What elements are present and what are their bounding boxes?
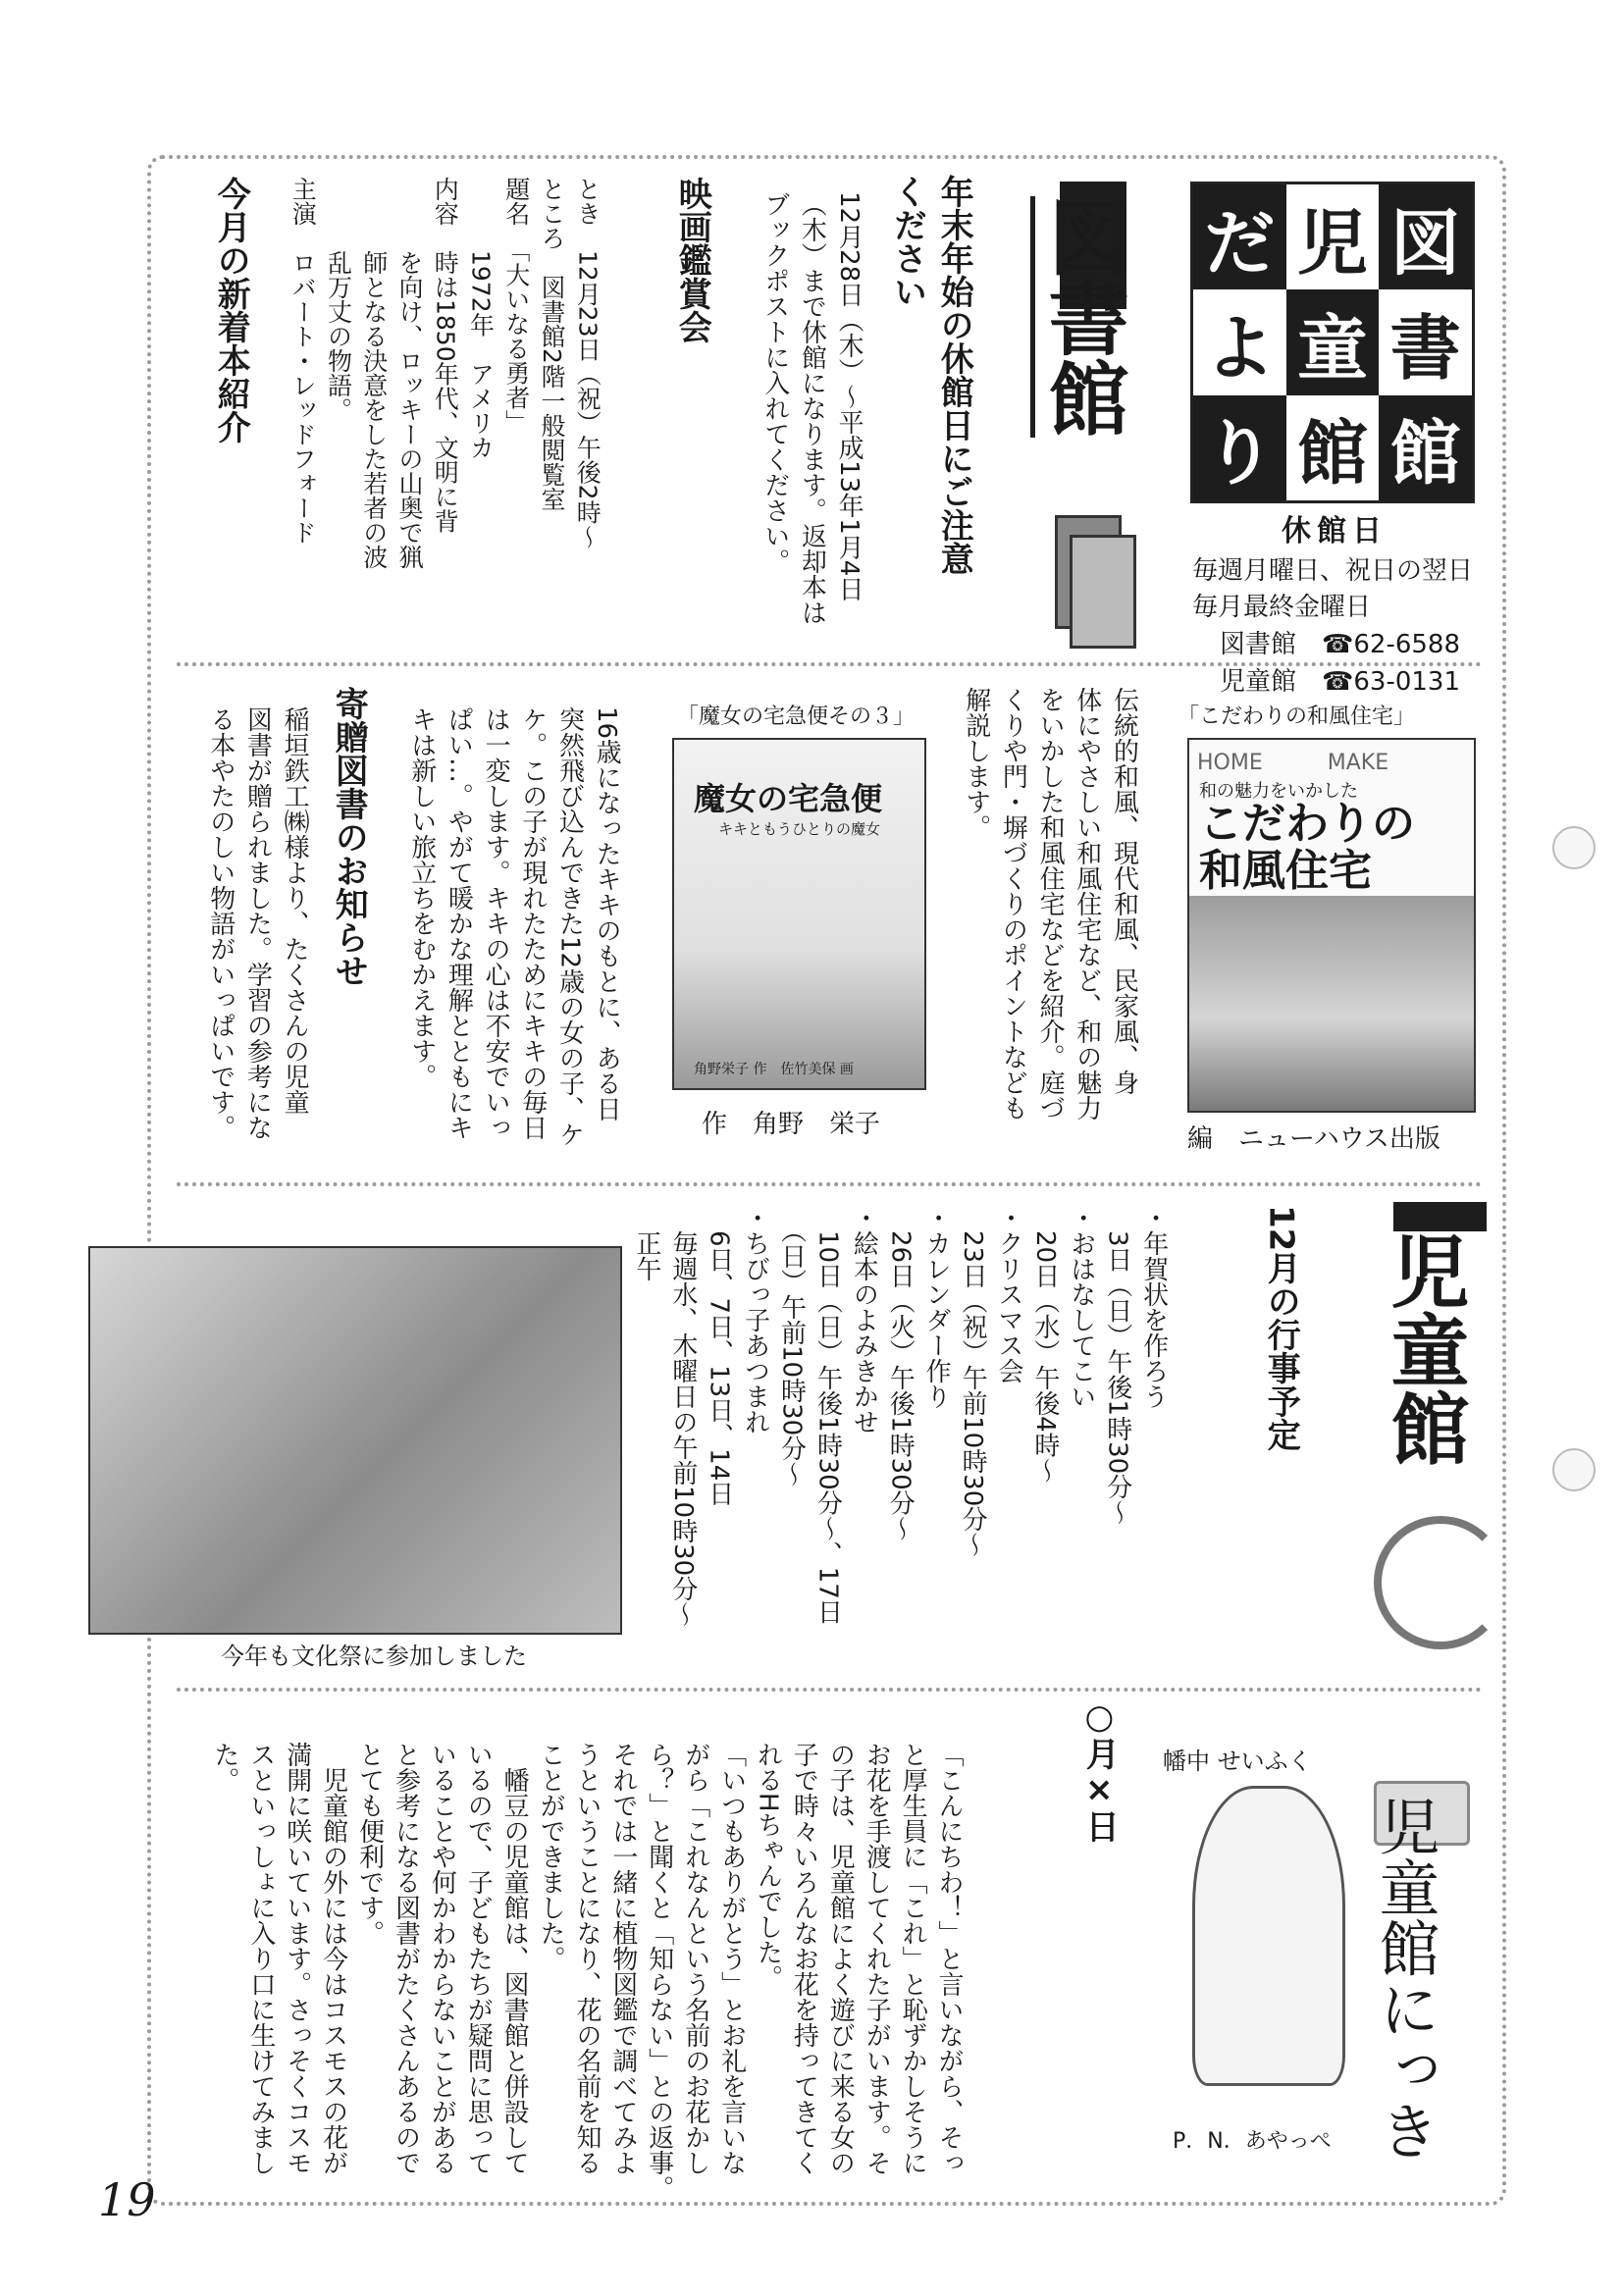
- page-number: 19: [98, 2173, 156, 2226]
- masthead-cell: 書: [1379, 289, 1472, 394]
- childrens-hall-heading: 児童館: [1378, 1231, 1469, 1467]
- holiday-notice-body: 12月28日（木）〜平成13年1月4日 （木）まで休館になります。返却本は ブックポストに入れてください。: [759, 191, 864, 625]
- events-list: ・年賀状を作ろう 3日（日）午後1時30分〜 ・おはなしてこい 20日（水）午後4時〜 ・クリスマス会 23日（祝）午前10時30分〜 ・カレンダー作り 26日（火）午後1時30分〜 ・絵本のよみきかせ 10日（日）午後1時30分〜、17日 （日）午前10時30分〜 ・ちびっ子あつまれ 6日、7日、13日、14日 毎週水、木曜日の午前10時30分〜 正午: [631, 1205, 1169, 1628]
- girl-illustration: [1192, 1786, 1345, 2086]
- closed-days-box: [1192, 510, 1477, 701]
- book2-cover-sub: キキともうひとりの魔女: [718, 820, 881, 838]
- binder-hole: [1552, 826, 1596, 869]
- holiday-notice-title: 年末年始の休館日にご注意 ください: [887, 175, 974, 575]
- balloon-icon: [1374, 1516, 1507, 1649]
- diary-body: 「こんにちわ！」と言いながら、そっ と厚生員に「これ」と恥ずかしそうに お花を手渡してくれた子がいます。そ の子は、児童館によく遊びに来る女の 子で時々いろんなお花を持ってきてく れるHちゃんでした。 「いつもありがとう」とお礼を言いな がら「これなんという名前のお花かし ら？」と聞くと「知らない」との返事。 それでは一緒に植物図鑑で調べてみよ うということになり、花の名前を知る ことができました。 幡豆の児童館は、図書館と併設して いるので、子どもたちが疑問に思って いることや何かわからないことがある と参考になる図書がたくさんあるので とても便利です。 児童館の外には今はコスモスの花が 満開に咲いています。さっそくコスモ スといっしょに入り口に生けてみまし た。: [209, 1742, 965, 2201]
- section-divider: [177, 1688, 1482, 1692]
- library-phone: 図書館 ☎62-6588: [1220, 629, 1461, 659]
- book1-credit: 編 ニューハウス出版: [1187, 1124, 1440, 1154]
- book1-label: 「こだわりの和風住宅」: [1178, 704, 1416, 729]
- movie-title: 映画鑑賞会: [672, 177, 712, 343]
- heading-bar: [1393, 1202, 1487, 1231]
- masthead-cell: 館: [1379, 395, 1472, 500]
- book1-cover-title: こだわりの 和風住宅: [1199, 799, 1415, 897]
- section-divider: [177, 1182, 1482, 1186]
- donation-body: 稲垣鉄工㈱様より、たくさんの児童 図書が贈られました。学習の参考にな る本やたのしい物語がいっぱいです。: [205, 706, 310, 1140]
- library-masthead: [1190, 182, 1475, 503]
- closed-days-line: 毎週月曜日、祝日の翌日: [1192, 555, 1474, 586]
- books-icon: [1070, 535, 1136, 649]
- events-title: 12月の行事予定: [1261, 1205, 1301, 1452]
- library-heading: 図書館: [1030, 196, 1122, 438]
- donation-title: 寄贈図書のお知らせ: [329, 687, 369, 987]
- book2-cover-credit: 角野栄子 作 佐竹美保 画: [694, 1062, 854, 1077]
- masthead-cell: よ: [1193, 289, 1286, 394]
- masthead-cell: 館: [1286, 395, 1380, 500]
- artist-name: P．N．あやっぺ: [1173, 2129, 1332, 2154]
- festival-photo: [88, 1246, 622, 1635]
- book2-credit: 作 角野 栄子: [702, 1110, 881, 1139]
- movie-details: とき 12月23日（祝）午後2時〜 ところ 図書館2階一般閲覧室 題名 「大いなる勇者」 1972年 アメリカ 内容 時は1850年代、文明に背 を向け、ロッキーの山奥で猟 師となる決意をした若者の波 乱万丈の物語。 主演 ロバート・レッドフォード: [288, 177, 602, 569]
- book2-cover-title: 魔女の宅急便: [694, 780, 883, 817]
- book1-cover: [1187, 738, 1476, 1113]
- book1-cover-sub: 和の魅力をいかした: [1199, 781, 1358, 802]
- book2-body: 16歳になったキキのもとに、ある日 突然飛び込んできた12歳の女の子、ケ ケ。この子が現れたためにキキの毎日 は一変します。キキの心は不安でいっ ぱい…。やがて暖かな理解とともにキ キは新しい旅立ちをむかえます。: [406, 706, 622, 1148]
- diary-heading: 児童館にっき: [1369, 1796, 1440, 2161]
- masthead-cell: 童: [1286, 289, 1380, 394]
- masthead-cell: 児: [1286, 184, 1380, 289]
- book2-cover: [672, 738, 926, 1090]
- book1-body: 伝統的和風、現代和風、民家風、身 体にやさしい和風住宅など、和の魅力 をいかした和風住宅などを紹介。庭づ くりや門・塀づくりのポイントなども 解説します。: [961, 687, 1139, 1121]
- masthead-cell: 図: [1379, 184, 1472, 289]
- illustration-note: 幡中 せいふく: [1163, 1748, 1312, 1775]
- book1-cover-top: HOME MAKE: [1197, 751, 1389, 775]
- closed-days-line: 毎月最終金曜日: [1192, 593, 1372, 623]
- book2-label: 「魔女の宅急便その３」: [677, 704, 916, 729]
- masthead-cell: だ: [1193, 184, 1286, 289]
- masthead-cell: り: [1193, 395, 1286, 500]
- closed-days-title: 休館日: [1282, 514, 1387, 548]
- new-books-title: 今月の新着本紹介: [211, 177, 251, 444]
- photo-caption: 今年も文化祭に参加しました: [221, 1643, 527, 1670]
- diary-date: ○月×日: [1079, 1697, 1120, 1843]
- binder-hole: [1552, 1448, 1596, 1491]
- children-phone: 児童館 ☎63-0131: [1220, 666, 1461, 697]
